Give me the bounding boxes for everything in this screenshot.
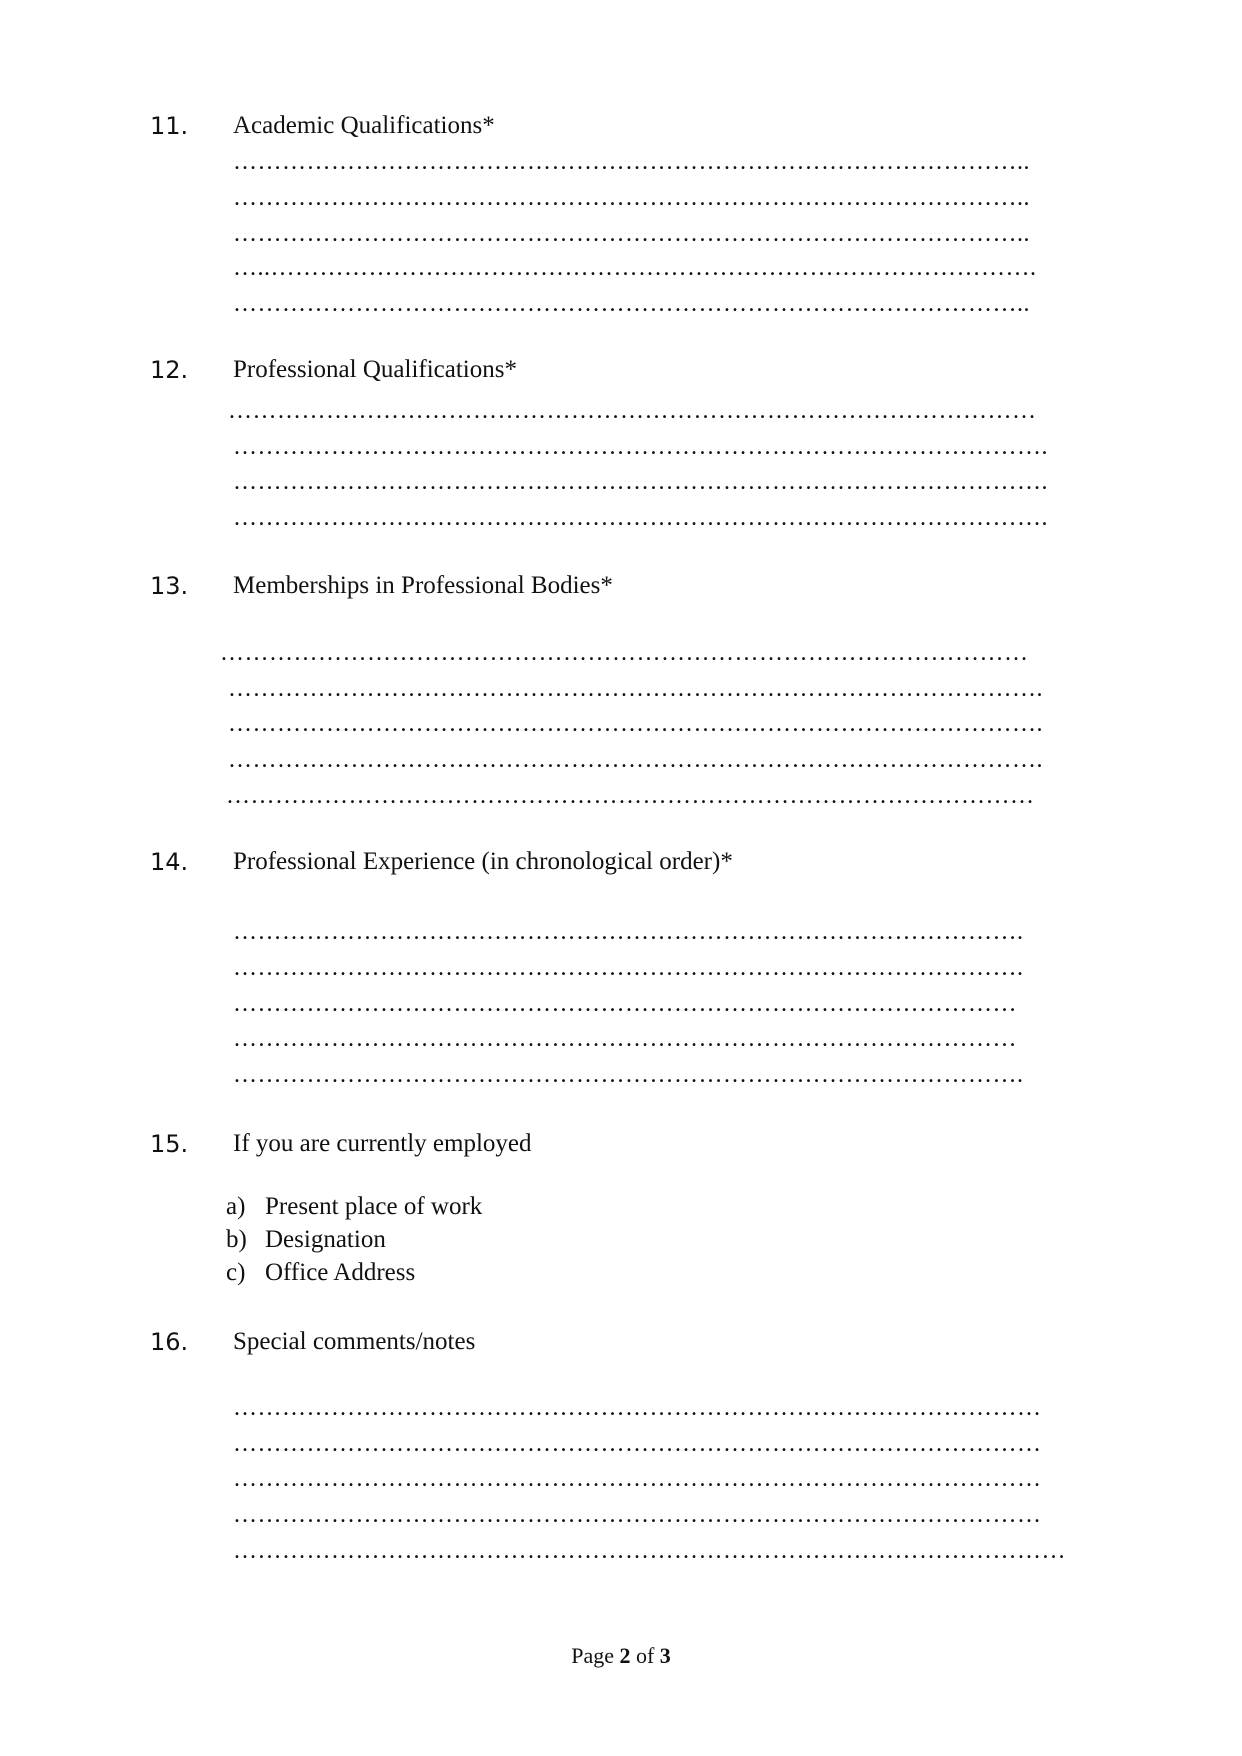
answer-line[interactable]: ………………………………………………………………………………………… (233, 1538, 1066, 1564)
answer-line[interactable]: ……………………………………………………………………………………… (220, 640, 1029, 666)
answer-line[interactable]: ………………………………………………………………………………………. (233, 469, 1048, 495)
field-label-office-address: Office Address (265, 1259, 416, 1286)
answer-line[interactable]: …………………………………………………………………………………… (233, 1026, 1017, 1052)
footer-page-word: Page (571, 1643, 614, 1668)
section-number: 11. (150, 112, 189, 140)
footer-current-page: 2 (619, 1643, 631, 1668)
answer-line[interactable]: …………………………………………………………………………………….. (233, 291, 1030, 317)
answer-line[interactable]: ……………………………………………………………………………………. (233, 955, 1024, 981)
field-label-present-place-of-work: Present place of work (265, 1193, 483, 1220)
section-title-current-employment: If you are currently employed (233, 1130, 532, 1157)
answer-line[interactable]: ………………………………………………………………………………………. (228, 747, 1043, 773)
section-title-professional-experience: Professional Experience (in chronological order)* (233, 848, 733, 875)
list-item-letter: a) (226, 1193, 246, 1220)
answer-line[interactable]: ……………………………………………………………………………………… (228, 398, 1037, 424)
list-item-letter: c) (226, 1259, 246, 1286)
answer-line[interactable]: …………………………………………………………………………………….. (233, 185, 1030, 211)
answer-line[interactable]: …………………………………………………………………………………….. (233, 221, 1030, 247)
section-title-special-comments: Special comments/notes (233, 1328, 476, 1355)
footer-total-pages: 3 (659, 1643, 671, 1668)
field-label-designation: Designation (265, 1226, 386, 1253)
list-item-letter: b) (226, 1226, 247, 1253)
section-number: 12. (150, 356, 189, 384)
answer-line[interactable]: ………………………………………………………………………………………. (228, 676, 1043, 702)
section-title-professional-qualifications: Professional Qualifications* (233, 356, 517, 383)
section-title-memberships: Memberships in Professional Bodies* (233, 572, 613, 599)
answer-line[interactable]: ……………………………………………………………………………………… (233, 1431, 1042, 1457)
answer-line[interactable]: ……………………………………………………………………………………… (233, 1395, 1042, 1421)
page-footer (0, 1643, 1242, 1669)
section-number: 13. (150, 572, 189, 600)
answer-line[interactable]: ………………………………………………………………………………………. (233, 434, 1048, 460)
answer-line[interactable]: ………………………………………………………………………………………. (228, 711, 1043, 737)
answer-line[interactable]: ……………………………………………………………………………………. (233, 919, 1024, 945)
section-number: 14. (150, 848, 189, 876)
answer-line[interactable]: ……………………………………………………………………………………. (233, 1062, 1024, 1088)
answer-line[interactable]: ……………………………………………………………………………………… (233, 1502, 1042, 1528)
section-number: 16. (150, 1328, 189, 1356)
answer-line[interactable]: ………………………………………………………………………………………. (233, 505, 1048, 531)
answer-line[interactable]: ……………………………………………………………………………………… (233, 1466, 1042, 1492)
footer-of-word: of (635, 1643, 655, 1668)
answer-line[interactable]: …………………………………………………………………………………….. (233, 149, 1030, 175)
answer-line[interactable]: …………………………………………………………………………………… (233, 991, 1017, 1017)
answer-line[interactable]: …..…………………………………………………………………………………. (233, 255, 1037, 281)
section-number: 15. (150, 1130, 189, 1158)
answer-line[interactable]: ……………………………………………………………………………………… (226, 783, 1035, 809)
section-title-academic-qualifications: Academic Qualifications* (233, 112, 495, 139)
